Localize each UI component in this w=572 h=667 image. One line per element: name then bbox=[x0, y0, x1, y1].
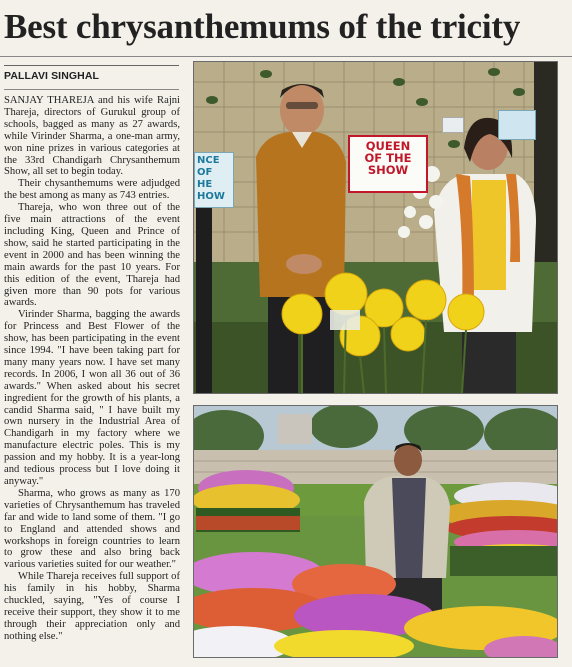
small-placard bbox=[442, 117, 464, 133]
photo-thareja-couple bbox=[193, 61, 558, 394]
photo-sharma-garden bbox=[193, 405, 558, 658]
paragraph-5: Sharma, who grows as many as 170 varieties of Chrysanthemum has traveled far and wide to land some of them. "I go to England and attended shows and workshops in foreign countries to learn to grow these and also bring back various varieties suited for our weather." bbox=[4, 487, 180, 571]
queen-sign-line-2: OF THE bbox=[364, 151, 412, 165]
left-sign-line-4: HOW bbox=[197, 191, 225, 202]
queen-sign-line-1: QUEEN bbox=[365, 139, 411, 153]
left-sign-line-1: NCE bbox=[197, 155, 220, 166]
queen-of-the-show-sign bbox=[348, 135, 428, 193]
paragraph-3: Thareja, who won three out of the five main attractions of the event including King, Queen and Prince of show, said he started participating in the event in 2000 and has been winning the main awards for the past 10 years. For this edition of the event, Thareja had given more than 90 pots for various awards. bbox=[4, 202, 180, 309]
headline: Best chrysanthemums of the tricity bbox=[4, 7, 521, 46]
queen-sign-line-3: SHOW bbox=[367, 163, 409, 177]
prince-of-the-show-sign bbox=[194, 152, 234, 208]
paragraph-2: Their chysanthemums were adjudged the best among as many as 743 entries. bbox=[4, 178, 180, 202]
top-rule bbox=[0, 56, 572, 57]
byline-rule-bottom bbox=[4, 89, 179, 90]
byline-rule-top bbox=[4, 65, 179, 66]
paragraph-6: While Thareja receives full support of his family in his hobby, Sharma chuckled, saying, "Yes of course I receive their support, they show it to me through their appreciation only and nothing else." bbox=[4, 571, 180, 642]
left-sign-line-2: OF bbox=[197, 167, 213, 178]
left-sign-line-3: HE bbox=[197, 179, 213, 190]
photo-sharma-scene bbox=[194, 406, 557, 657]
paragraph-1: SANJAY THAREJA and his wife Rajni Thareja, directors of Gurukul group of schools, bagged as many as 27 awards, while Virinder Sharma, a one-man army, won nine prizes in various categories at the 33rd Chandigarh Chrysanthemum Show, all set to begin today. bbox=[4, 95, 180, 178]
blue-placard bbox=[498, 110, 536, 140]
byline: PALLAVI SINGHAL bbox=[4, 70, 100, 82]
paragraph-4: Virinder Sharma, bagging the awards for Princess and Best Flower of the show, has been participating in the event since 1994. "I have been taking part for many many years now. I have set many records. In 2006, I won all 36 out of 36 awards." When asked about his secret ingredient for the growth of his plants, a candid Sharma said, " I have built my own nursery in the Industrial Area of Chandigarh in my factory where we manufacture electric poles. This is my passion and my hobby. It is a year-long and tedious process but I love doing it anyway." bbox=[4, 309, 180, 487]
article-body bbox=[4, 95, 180, 661]
